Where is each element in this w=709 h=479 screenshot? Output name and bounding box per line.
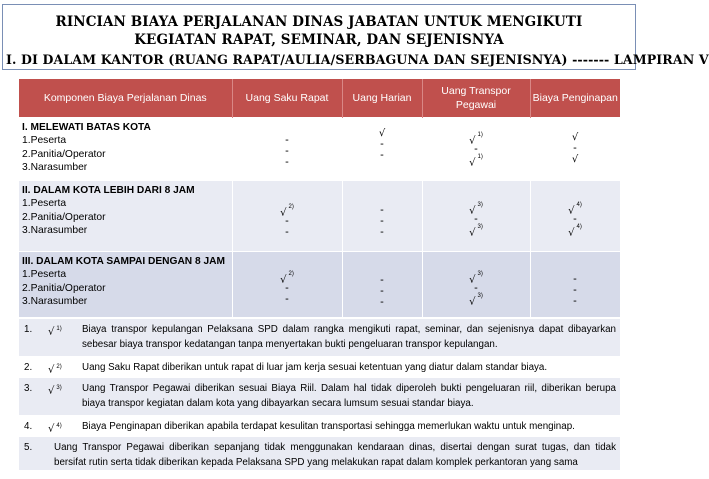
note-text: Uang Transpor Pegawai diberikan sesuai Biaya Riil. Dalam hal tidak diperoleh bukti pengeluaran riil, diberikan berupa biaya transpor kegiatan dalam kota yang dibayarkan secara lumsum sesuai standar biaya. [82, 377, 620, 415]
section-row [19, 117, 620, 180]
mark-symbol: - [474, 281, 478, 294]
footnote-ref: 3) [477, 223, 483, 230]
cell-penginapan [530, 251, 620, 317]
dash-mark [343, 150, 422, 161]
cell-penginapan [530, 180, 620, 251]
note-text: Uang Saku Rapat diberikan untuk rapat di luar jam kerja sesuai ketentuan yang diatur dalam standar biaya. [82, 356, 620, 377]
note-row [19, 356, 620, 377]
note-text: Biaya transpor kepulangan Pelaksana SPD dalam rangka mengikuti rapat, seminar, dan sejenisnya dapat dibayarkan sebesar biaya transpor kedatangan tanpa menyertakan bukti pengeluaran transpor kepulangan. [82, 319, 620, 356]
section-row [19, 180, 620, 251]
mark-symbol: - [380, 284, 384, 297]
section-item: 1.Peserta [22, 269, 67, 281]
section-components [19, 180, 232, 251]
footnote-ref: 2) [288, 270, 294, 277]
mark-symbol: - [380, 273, 384, 286]
mark-symbol: - [380, 137, 384, 150]
section-components [19, 117, 232, 180]
cell-harian [342, 117, 422, 180]
dash-mark [531, 143, 620, 154]
cell-saku [232, 180, 342, 251]
title-line-1: RINCIAN BIAYA PERJALANAN DINAS JABATAN UNTUK MENGIKUTI [55, 14, 583, 30]
check-mark-icon: √ [48, 363, 55, 375]
mark-symbol: - [380, 203, 384, 216]
note-mark [48, 415, 82, 436]
mark-symbol: - [573, 283, 577, 296]
footnote-ref: 3) [56, 384, 62, 391]
section-item: 2.Panitia/Operator [22, 148, 106, 160]
check-mark-icon [423, 292, 530, 308]
mark-symbol: √ [571, 153, 579, 165]
check-mark-icon: √ [48, 385, 55, 397]
footnote-ref: 3) [477, 270, 483, 277]
mark-symbol: - [380, 148, 384, 161]
cost-table-header [19, 79, 620, 117]
footnote-ref: 2) [288, 203, 294, 210]
section-item: 3.Narasumber [22, 162, 88, 174]
header-harian: Uang Harian [342, 79, 422, 117]
note-row [19, 437, 620, 471]
footnote-ref: 4) [576, 201, 582, 208]
check-mark-icon [423, 223, 530, 239]
note-number: 4. [19, 415, 48, 436]
section-title: II. DALAM KOTA LEBIH DARI 8 JAM [22, 184, 195, 196]
mark-symbol: √ [568, 205, 575, 217]
section-item: 1.Peserta [22, 198, 67, 210]
mark-symbol: - [285, 281, 289, 294]
section-item: 1.Peserta [22, 135, 67, 147]
section-item: 2.Panitia/Operator [22, 211, 106, 223]
mark-symbol: - [573, 212, 577, 225]
mark-symbol: √ [280, 274, 287, 286]
mark-symbol: √ [469, 205, 476, 217]
cell-transport [422, 180, 530, 251]
mark-symbol: - [285, 155, 289, 168]
dash-mark [233, 157, 342, 168]
cell-penginapan [530, 117, 620, 180]
dash-mark [423, 283, 530, 294]
dash-mark [423, 214, 530, 225]
header-saku: Uang Saku Rapat [232, 79, 342, 117]
note-text: Uang Transpor Pegawai diberikan sepanjang tidak menggunakan kendaraan dinas, disertai dengan surat tugas, dan tidak bersifat rutin serta tidak diberikan kepada Pelaksana SPD yang melakukan rapat dalam komplek perkantoran yang sama [48, 437, 620, 471]
mark-symbol: - [285, 144, 289, 157]
footnote-ref: 4) [576, 223, 582, 230]
section-item: 3.Narasumber [22, 225, 88, 237]
note-text: Biaya Penginapan diberikan apabila terdapat kesulitan transportasi sehingga memerlukan waktu untuk menginap. [82, 415, 620, 436]
mark-symbol: - [285, 292, 289, 305]
note-row [19, 319, 620, 356]
dash-mark [423, 144, 530, 155]
mark-symbol: - [573, 272, 577, 285]
notes-table [19, 319, 620, 471]
mark-symbol: - [380, 295, 384, 308]
dash-mark [343, 297, 422, 308]
note-number: 1. [19, 319, 48, 356]
header-penginapan: Biaya Penginapan [530, 79, 620, 117]
section-item: 2.Panitia/Operator [22, 282, 106, 294]
mark-symbol: - [380, 225, 384, 238]
mark-symbol: √ [571, 131, 579, 143]
dash-mark [233, 294, 342, 305]
header-transport: Uang Transpor Pegawai [422, 79, 530, 117]
mark-symbol: √ [568, 227, 575, 239]
cell-harian [342, 251, 422, 317]
footnote-ref: 3) [477, 292, 483, 299]
cell-saku [232, 117, 342, 180]
mark-symbol: - [474, 212, 478, 225]
note-number: 3. [19, 377, 48, 415]
section-row [19, 251, 620, 317]
mark-symbol: - [285, 133, 289, 146]
mark-symbol: √ [469, 157, 476, 169]
cell-saku [232, 251, 342, 317]
footnote-ref: 1) [56, 326, 62, 332]
note-number: 5. [19, 437, 48, 471]
check-mark-icon: √ [48, 326, 55, 338]
mark-symbol: - [380, 214, 384, 227]
mark-symbol: √ [469, 274, 476, 286]
check-mark-icon [423, 153, 530, 169]
footnote-ref: 1) [477, 131, 483, 138]
mark-symbol: - [285, 225, 289, 238]
section-components [19, 251, 232, 317]
dash-mark [531, 296, 620, 307]
check-mark-icon [531, 154, 620, 165]
mark-symbol: √ [469, 296, 476, 308]
cell-harian [342, 180, 422, 251]
note-mark [48, 377, 82, 415]
note-row [19, 415, 620, 436]
cell-transport [422, 251, 530, 317]
note-row [19, 377, 620, 415]
check-mark-icon: √ [48, 423, 55, 435]
footnote-ref: 2) [56, 363, 62, 370]
mark-symbol: - [573, 141, 577, 154]
note-mark [48, 356, 82, 377]
note-mark [48, 319, 82, 356]
section-item: 3.Narasumber [22, 296, 88, 308]
mark-symbol: √ [280, 207, 287, 219]
cell-transport [422, 117, 530, 180]
check-mark-icon [531, 223, 620, 239]
section-title: III. DALAM KOTA SAMPAI DENGAN 8 JAM [22, 255, 225, 267]
footnote-ref: 4) [56, 422, 62, 429]
mark-symbol: - [285, 214, 289, 227]
mark-symbol: √ [469, 135, 476, 147]
note-number: 2. [19, 356, 48, 377]
mark-symbol: - [573, 294, 577, 307]
mark-symbol: √ [378, 127, 386, 139]
title-box [2, 4, 709, 70]
title-line-3: I. DI DALAM KANTOR (RUANG RAPAT/AULIA/SERBAGUNA DAN SEJENISNYA) ------- LAMPIRAN V [6, 52, 709, 67]
header-component: Komponen Biaya Perjalanan Dinas [19, 79, 232, 117]
title-line-2: KEGIATAN RAPAT, SEMINAR, DAN SEJENISNYA [134, 32, 504, 48]
section-title: I. MELEWATI BATAS KOTA [22, 121, 151, 133]
cost-table [19, 79, 621, 317]
dash-mark [343, 227, 422, 238]
footnote-ref: 1) [477, 153, 483, 160]
dash-mark [531, 214, 620, 225]
mark-symbol: - [474, 142, 478, 155]
mark-symbol: √ [469, 227, 476, 239]
footnote-ref: 3) [477, 201, 483, 208]
dash-mark [233, 227, 342, 238]
